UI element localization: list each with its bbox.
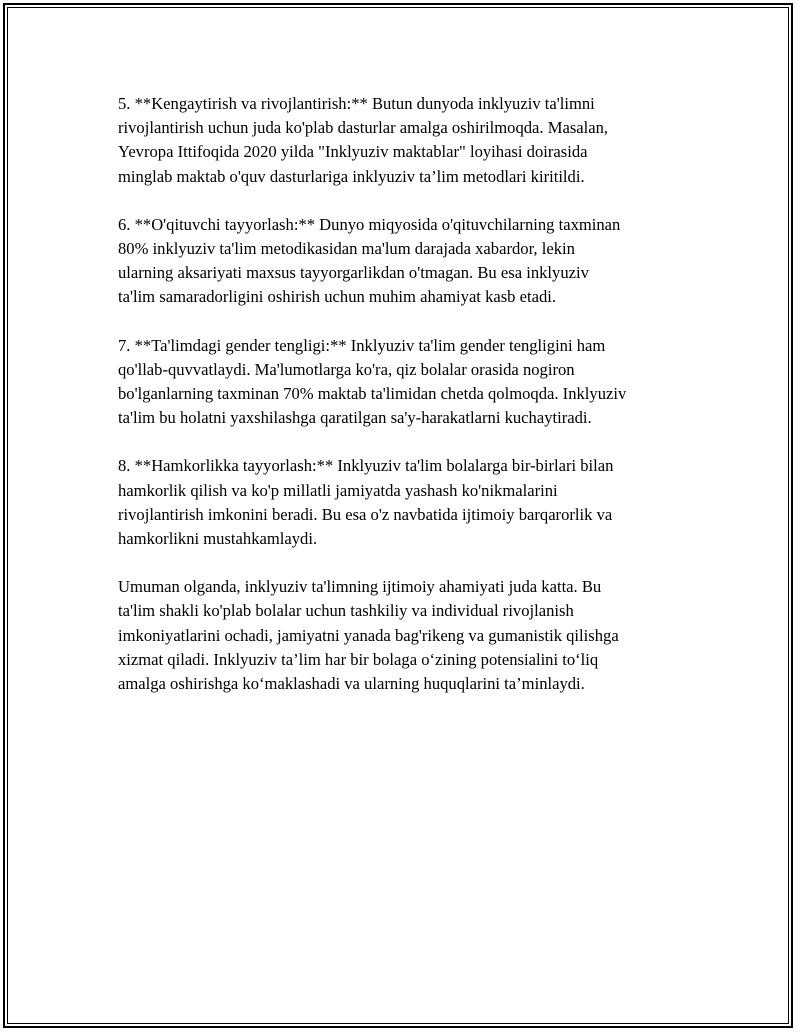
text-line: Umuman olganda, inklyuziv ta'limning ijtimoiy ahamiyati juda katta. Bu	[118, 577, 602, 597]
text-line: ularning aksariyati maxsus tayyorgarlikdan o'tmagan. Bu esa inklyuziv	[118, 263, 589, 283]
paragraph-expansion-development	[118, 92, 688, 189]
text-line: 8. **Hamkorlikka tayyorlash:** Inklyuziv ta'lim bolalarga bir-birlari bilan	[118, 456, 614, 476]
text-line: amalga oshirishga ko‘maklashadi va ularning huquqlarini ta’minlaydi.	[118, 674, 585, 694]
text-line: hamkorlik qilish va ko'p millatli jamiyatda yashash ko'nikmalarini	[118, 480, 558, 500]
text-line: rivojlantirish imkonini beradi. Bu esa o'z navbatida ijtimoiy barqarorlik va	[118, 504, 613, 524]
text-line: Yevropa Ittifoqida 2020 yilda "Inklyuziv maktablar" loyihasi doirasida	[118, 142, 588, 162]
text-line: ta'lim samaradorligini oshirish uchun muhim ahamiyat kasb etadi.	[118, 287, 557, 307]
text-line: 5. **Kengaytirish va rivojlantirish:** Butun dunyoda inklyuziv ta'limni	[118, 94, 595, 113]
text-line: imkoniyatlarini ochadi, jamiyatni yanada bag'rikeng va gumanistik qilishga	[118, 625, 619, 645]
text-line: rivojlantirish uchun juda ko'plab dasturlar amalga oshirilmoqda. Masalan,	[118, 118, 609, 138]
text-line: 6. **O'qituvchi tayyorlash:** Dunyo miqyosida o'qituvchilarning taxminan	[118, 214, 621, 234]
text-line: 7. **Ta'limdagi gender tengligi:** Inklyuziv ta'lim gender tengligini ham	[118, 335, 606, 355]
paragraph-teacher-training	[118, 213, 688, 310]
paragraph-cooperation	[118, 454, 688, 551]
text-line: ta'lim bu holatni yaxshilashga qaratilgan sa'y-harakatlarni kuchaytiradi.	[118, 408, 592, 428]
document-body	[118, 92, 688, 720]
text-line: hamkorlikni mustahkamlaydi.	[118, 529, 318, 549]
text-line: minglab maktab o'quv dasturlariga inklyuziv ta’lim metodlari kiritildi.	[118, 166, 585, 186]
paragraph-gender-equality	[118, 334, 688, 431]
text-line: 80% inklyuziv ta'lim metodikasidan ma'lum darajada xabardor, lekin	[118, 239, 575, 259]
text-line: ta'lim shakli ko'plab bolalar uchun tashkiliy va individual rivojlanish	[118, 601, 574, 621]
paragraph-conclusion	[118, 575, 688, 696]
text-line: qo'llab-quvvatlaydi. Ma'lumotlarga ko'ra, qiz bolalar orasida nogiron	[118, 359, 575, 379]
text-line: xizmat qiladi. Inklyuziv ta’lim har bir bolaga o‘zining potensialini to‘liq	[118, 649, 599, 669]
text-line: bo'lganlarning taxminan 70% maktab ta'limidan chetda qolmoqda. Inklyuziv	[118, 384, 627, 404]
